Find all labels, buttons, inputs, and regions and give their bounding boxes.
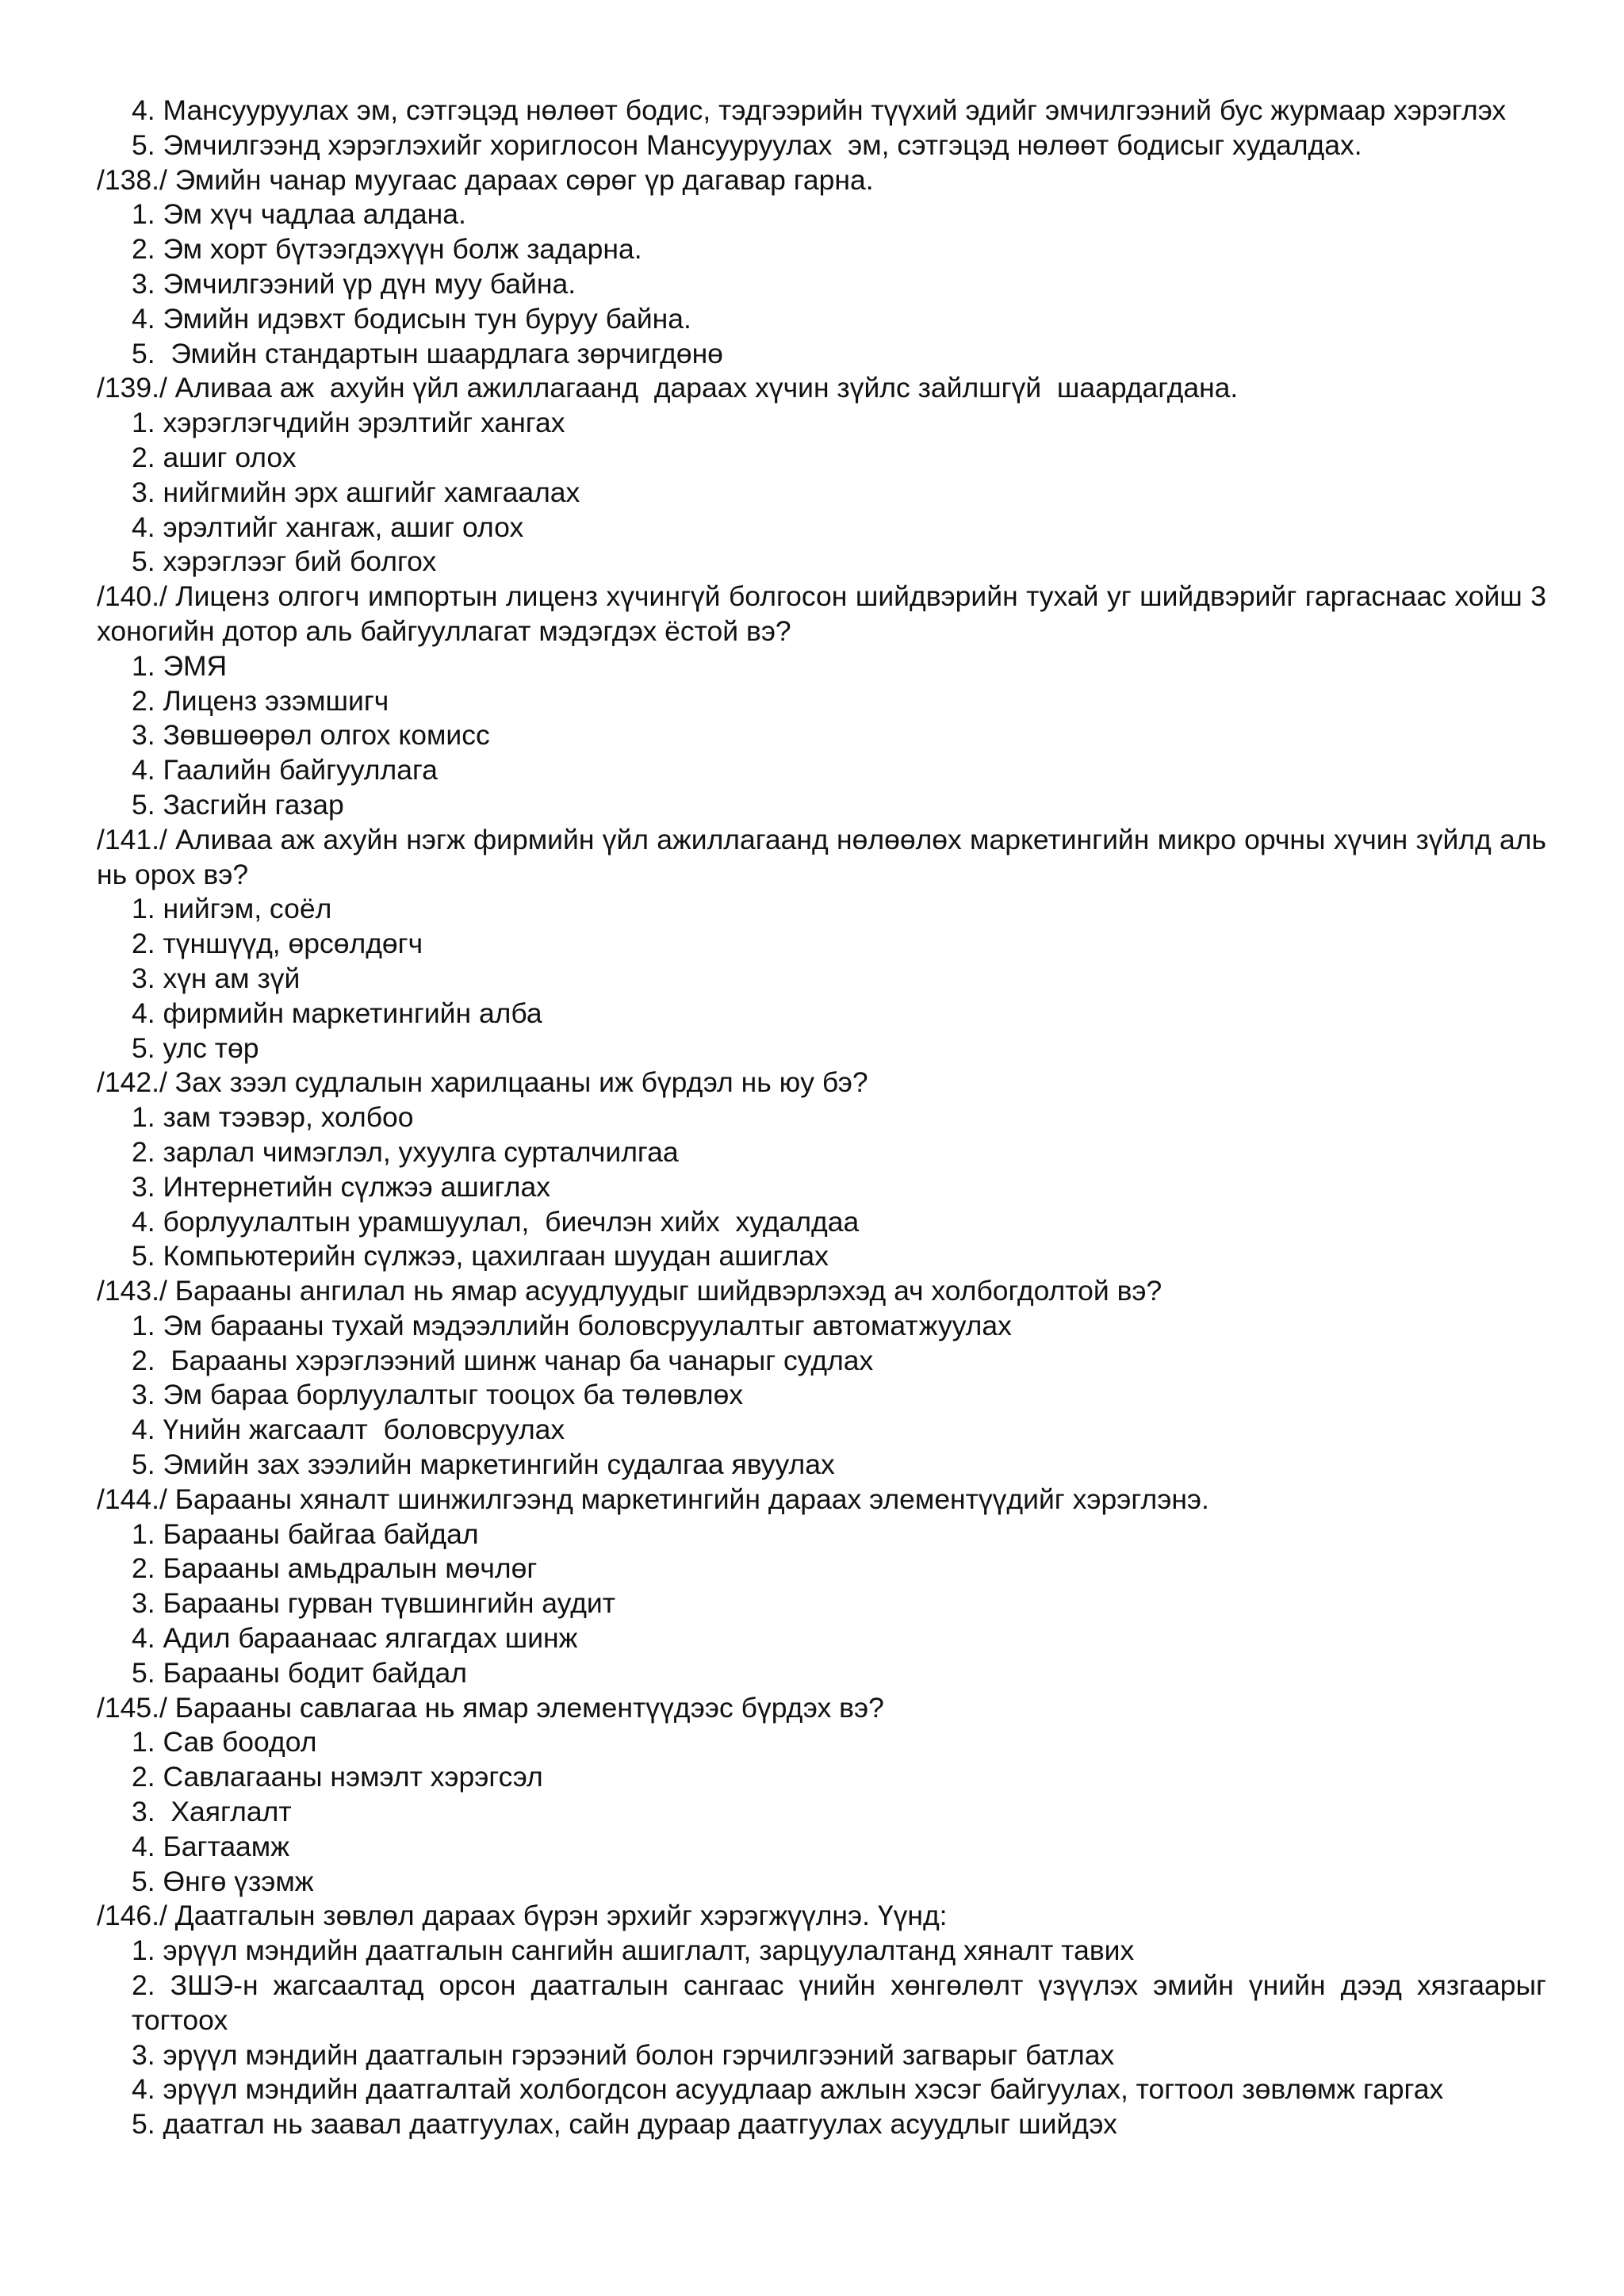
answer-option: 4. Багтаамж [132,1830,289,1862]
answer-option: 1. эрүүл мэндийн даатгалын сангийн ашиглалт, зарцуулалтанд хяналт тавих [132,1934,1135,1967]
answer-option: 3. нийгмийн эрх ашгийг хамгаалах [132,476,580,508]
answer-option: 3. Зөвшөөрөл олгох комисс [132,719,490,752]
answer-option: 1. Сав боодол [132,1726,317,1758]
answer-option: 2. Лиценз эзэмшигч [132,684,389,717]
answer-option: 3. Барааны гурван түвшингийн аудит [132,1587,616,1620]
answer-option: 4. Мансууруулах эм, сэтгэцэд нөлөөт бодис, тэдгээрийн түүхий эдийг эмчилгээний бус журмаар хэрэглэх [132,94,1507,126]
answer-option: 2. ЗШЭ-н жагсаалтад орсон даатгалын сангаас үнийн хөнгөлөлт үзүүлэх эмийн үнийн дээд хязгаарыг тогтоох [132,1969,1554,2036]
answer-option: 1. хэрэглэгчдийн эрэлтийг хангах [132,407,565,439]
answer-option: 3. Эм бараа борлуулалтыг тооцох ба төлөвлөх [132,1379,744,1411]
answer-option: 3. эрүүл мэндийн даатгалын гэрээний болон гэрчилгээний загварыг батлах [132,2038,1115,2071]
answer-option: 4. Үнийн жагсаалт боловсруулах [132,1414,565,1446]
answer-option: 3. хүн ам зүй [132,962,301,994]
answer-option: 4. фирмийн маркетингийн алба [132,997,542,1029]
answer-option: 2. Савлагааны нэмэлт хэрэгсэл [132,1761,543,1793]
question-text: /143./ Барааны ангилал нь ямар асуудлуудыг шийдвэрлэхэд ач холбогдолтой вэ? [97,1275,1162,1307]
answer-option: 2. түншүүд, өрсөлдөгч [132,928,423,960]
answer-option: 5. хэрэглээг бий болгох [132,545,437,578]
answer-option: 5. Барааны бодит байдал [132,1656,467,1689]
answer-option: 5. Эмийн зах зээлийн маркетингийн судалгаа явуулах [132,1448,835,1481]
question-text: /140./ Лиценз олгогч импортын лиценз хүчингүй болгосон шийдвэрийн тухай уг шийдвэрийг гаргаснаас хойш 3 хоногийн дотор аль байгууллагат мэдэгдэх ёстой вэ? [97,580,1554,647]
answer-option: 4. эрүүл мэндийн даатгалтай холбогдсон асуудлаар ажлын хэсэг байгуулах, тогтоол зөвлөмж гаргах [132,2073,1444,2106]
answer-option: 2. Эм хорт бүтээгдэхүүн болж задарна. [132,233,642,266]
answer-option: 2. зарлал чимэглэл, ухуулга сурталчилгаа [132,1135,679,1168]
answer-option: 5. Эмийн стандартын шаардлага зөрчигдөнө [132,337,723,369]
answer-option: 5. Засгийн газар [132,788,344,821]
answer-option: 4. эрэлтийг хангаж, ашиг олох [132,511,524,543]
answer-option: 1. ЭМЯ [132,649,228,682]
question-text: /141./ Аливаа аж ахуйн нэгж фирмийн үйл ажиллагаанд нөлөөлөх маркетингийн микро орчны хүчин зүйлд аль нь орох вэ? [97,823,1554,890]
answer-option: 1. Эм барааны тухай мэдээллийн боловсруулалтыг автоматжуулах [132,1309,1012,1341]
question-text: /139./ Аливаа аж ахуйн үйл ажиллагаанд дараах хүчин зүйлс зайлшгүй шаардагдана. [97,372,1239,404]
answer-option: 5. Компьютерийн сүлжээ, цахилгаан шуудан ашиглах [132,1240,829,1272]
answer-option: 2. Барааны амьдралын мөчлөг [132,1552,538,1585]
answer-option: 4. Эмийн идэвхт бодисын тун буруу байна. [132,302,691,335]
answer-option: 4. Адил бараанаас ялгагдах шинж [132,1622,578,1655]
answer-option: 5. даатгал нь заавал даатгуулах, сайн дураар даатгуулах асуудлыг шийдэх [132,2108,1117,2141]
answer-option: 3. Хаяглалт [132,1796,292,1828]
answer-option: 5. улс төр [132,1031,259,1064]
answer-option: 5. Эмчилгээнд хэрэглэхийг хориглосон Мансууруулах эм, сэтгэцэд нөлөөт бодисыг худалдах. [132,128,1362,161]
document-page [97,94,1554,2142]
answer-option: 3. Интернетийн сүлжээ ашиглах [132,1170,550,1203]
answer-option: 3. Эмчилгээний үр дүн муу байна. [132,267,576,300]
answer-option: 5. Өнгө үзэмж [132,1865,314,1897]
question-text: /138./ Эмийн чанар муугаас дараах сөрөг үр дагавар гарна. [97,163,874,196]
answer-option: 4. борлуулалтын урамшуулал, биечлэн хийх худалдаа [132,1205,860,1238]
answer-option: 2. ашиг олох [132,441,297,473]
question-text: /145./ Барааны савлагаа нь ямар элементүүдээс бүрдэх вэ? [97,1691,884,1724]
answer-option: 1. Барааны байгаа байдал [132,1517,479,1550]
answer-option: 1. нийгэм, соёл [132,893,332,925]
answer-option: 1. зам тээвэр, холбоо [132,1101,414,1134]
question-text: /142./ Зах зээл судлалын харилцааны иж бүрдэл нь юу бэ? [97,1066,868,1099]
answer-option: 2. Барааны хэрэглээний шинж чанар ба чанарыг судлах [132,1344,874,1376]
question-text: /146./ Даатгалын зөвлөл дараах бүрэн эрхийг хэрэгжүүлнэ. Үүнд: [97,1900,948,1932]
answer-option: 4. Гаалийн байгууллага [132,754,438,786]
answer-option: 1. Эм хүч чадлаа алдана. [132,198,466,231]
question-text: /144./ Барааны хяналт шинжилгээнд маркетингийн дараах элементүүдийг хэрэглэнэ. [97,1483,1209,1515]
